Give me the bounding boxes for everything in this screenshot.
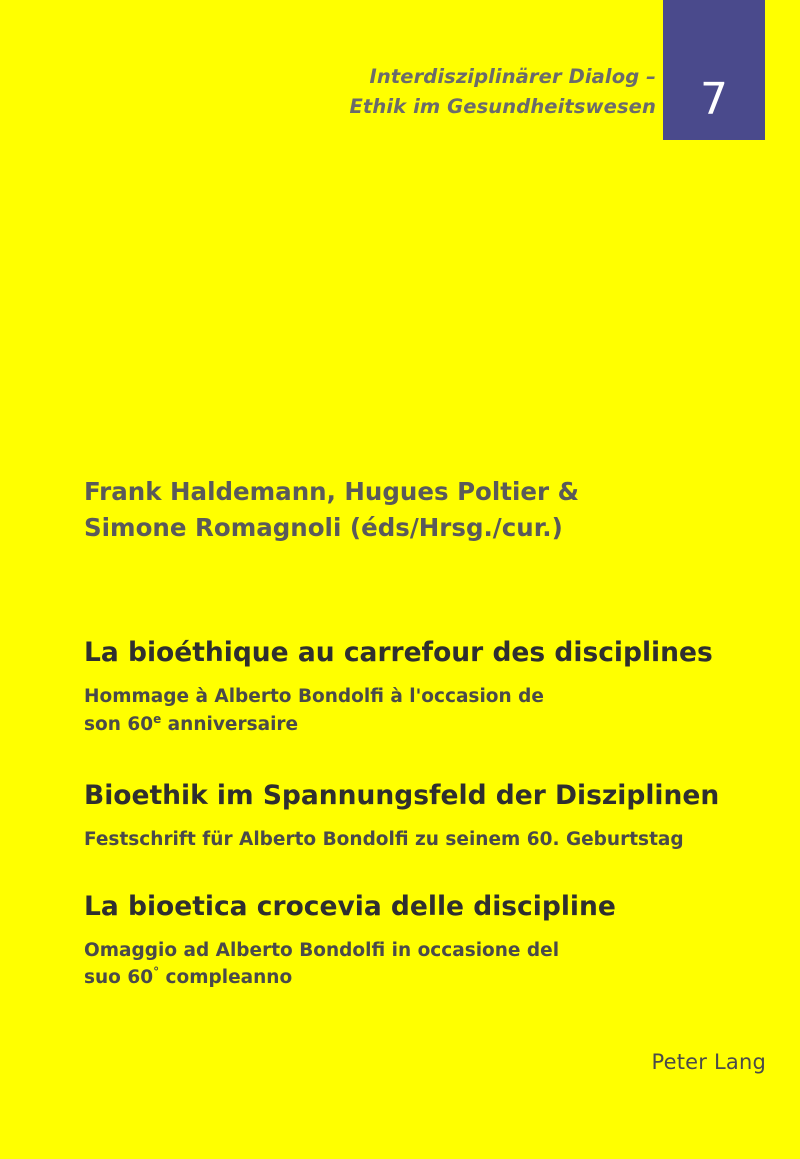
series-title-line-1: Interdisziplinärer Dialog – xyxy=(369,65,656,88)
subtitle-italian-line-2-pre: suo 60 xyxy=(84,967,154,989)
titles-block xyxy=(84,636,744,1018)
volume-number-box xyxy=(663,0,765,140)
subtitle-italian-line-2-post: compleanno xyxy=(159,967,293,989)
subtitle-italian-line-1: Omaggio ad Alberto Bondolfi in occasione del xyxy=(84,939,560,961)
main-title-german: Bioethik im Spannungsfeld der Disziplinen xyxy=(84,779,720,811)
subtitle-italian xyxy=(84,937,744,993)
subtitle-french-line-1: Hommage à Alberto Bondolfi à l'occasion de xyxy=(84,686,544,708)
editors-line-2: Simone Romagnoli (éds/Hrsg./cur.) xyxy=(84,512,563,542)
subtitle-french xyxy=(84,683,744,739)
subtitle-french-line-2-post: anniversaire xyxy=(161,713,299,735)
title-group-italian xyxy=(84,890,744,993)
editors-block xyxy=(84,474,704,545)
main-title-french: La bioéthique au carrefour des disciplines xyxy=(84,637,713,668)
subtitle-german-line-1: Festschrift für Alberto Bondolfi zu seinem 60. Geburtstag xyxy=(84,828,684,850)
editors-line-1: Frank Haldemann, Hugues Poltier & xyxy=(84,477,579,506)
subtitle-italian-ordinal: ° xyxy=(153,965,160,980)
subtitle-french-line-2-pre: son 60 xyxy=(84,713,154,735)
volume-number: 7 xyxy=(700,74,728,125)
series-banner xyxy=(0,62,800,146)
series-title-line-2: Ethik im Gesundheitswesen xyxy=(349,95,656,119)
subtitle-french-ordinal: e xyxy=(153,711,162,726)
publisher-name: Peter Lang xyxy=(651,1050,766,1074)
subtitle-german xyxy=(84,826,744,854)
title-group-german xyxy=(84,779,744,854)
subtitle-italian-line-2 xyxy=(84,964,744,992)
series-title xyxy=(236,62,656,122)
subtitle-french-line-2 xyxy=(84,711,744,739)
title-group-french xyxy=(84,636,744,739)
main-title-italian: La bioetica crocevia delle discipline xyxy=(84,890,616,922)
